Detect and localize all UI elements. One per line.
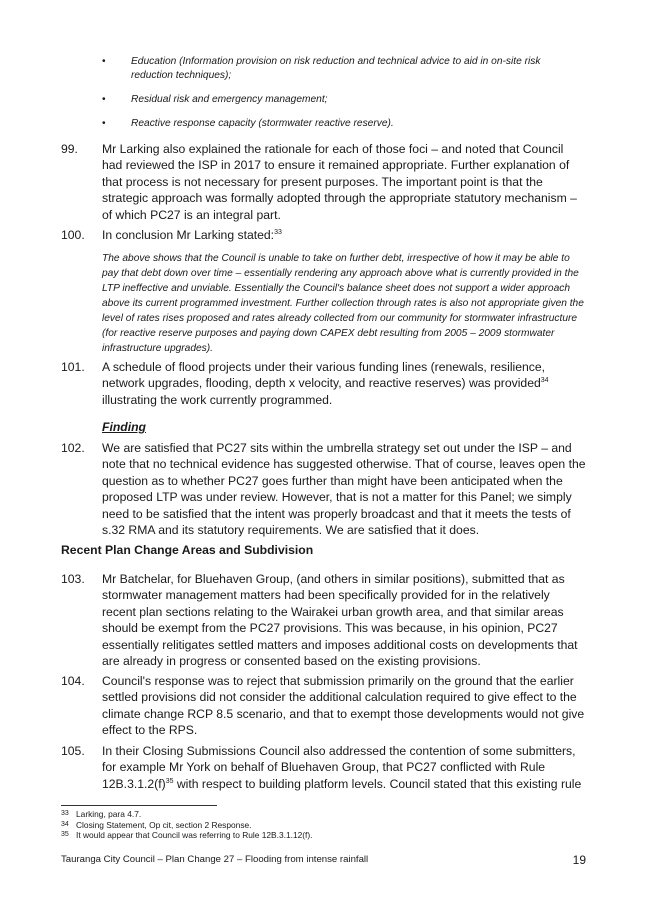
bullet-text: Residual risk and emergency management; xyxy=(131,94,328,105)
paragraph-text xyxy=(102,359,586,408)
block-quote: The above shows that the Council is unable to take on further debt, irrespective of how it may be able to pay that debt down over time – essentially rendering any approach above what is currently provided in the LTP ineffective and unviable. Essentially the Council's balance sheet does not support a wider approach above its current programmed investment. Further collection through rates is also not appropriate given the level of rates rises proposed and rates already collected from our community for stormwater infrastructure (for reactive reserve purposes and paying down CAPEX debt resulting from 2005 – 2009 stormwater infrastructure upgrades). xyxy=(102,253,584,354)
footnote-text: Larking, para 4.7. xyxy=(76,809,142,819)
paragraph-text: Mr Batchelar, for Bluehaven Group, (and others in similar positions), submitted that as stormwater management matters had been specifically provided for in the relatively recent plan sections relating to the Wairakei urban growth area, and that similar areas should be exempt from the PC27 provisions. This was because, in his opinion, PC27 essentially relitigates settled matters and imposes additional costs on developments that are already in progress or consented based on the existing provisions. xyxy=(102,572,578,669)
footnote-divider xyxy=(61,805,217,806)
paragraph-text: Mr Larking also explained the rationale for each of those foci – and noted that Council had reviewed the ISP in 2017 to ensure it remained appropriate. Further explanation of that process is not necessary for present purposes. The important point is that the strategic approach was formally adopted through the appropriate statutory mechanism – of which PC27 is an integral part. xyxy=(102,142,577,222)
paragraph-100 xyxy=(61,227,586,243)
paragraph-text xyxy=(102,743,586,792)
bullet-symbol: • xyxy=(102,118,106,129)
bullet-text: Reactive response capacity (stormwater reactive reserve). xyxy=(131,118,394,129)
paragraph-103 xyxy=(61,571,586,669)
footnote-text: It would appear that Council was referring to Rule 12B.3.1.12(f). xyxy=(76,830,313,840)
paragraph-101 xyxy=(61,359,586,408)
paragraph-text-after: illustrating the work currently programmed. xyxy=(102,392,333,407)
bullet-symbol: • xyxy=(102,56,106,67)
paragraph-text-after: with respect to building platform levels. Council stated that this existing rule xyxy=(173,776,582,791)
paragraph-102 xyxy=(61,440,586,538)
bullet-item-residual-risk xyxy=(102,93,582,107)
paragraph-104 xyxy=(61,673,586,739)
footnote-ref-33[interactable]: 33 xyxy=(274,228,282,236)
paragraph-number: 103. xyxy=(61,572,85,586)
bullet-text: Education (Information provision on risk reduction and technical advice to aid in on-site risk reduction techniques); xyxy=(131,56,541,81)
paragraph-text-body: In conclusion Mr Larking stated: xyxy=(102,228,275,242)
paragraph-number: 102. xyxy=(61,441,85,455)
paragraph-number: 101. xyxy=(61,360,85,374)
footnote-text: Closing Statement, Op cit, section 2 Response. xyxy=(76,819,252,830)
page-number: 19 xyxy=(572,853,586,867)
paragraph-99 xyxy=(61,141,586,223)
footnote-ref-35[interactable]: 35 xyxy=(165,777,174,785)
finding-heading: Finding xyxy=(102,420,146,434)
paragraph-105 xyxy=(61,743,586,792)
paragraph-text-before: A schedule of flood projects under their various funding lines (renewals, resilience, network upgrades, flooding, depth x velocity, and reactive reserves) was provided xyxy=(102,360,546,391)
paragraph-number: 104. xyxy=(61,674,85,688)
footnote-number: 35 xyxy=(61,831,69,838)
bullet-item-education xyxy=(102,55,582,83)
footnote-number: 33 xyxy=(61,810,69,817)
footnotes xyxy=(61,809,313,841)
bullet-item-reactive-response xyxy=(102,117,582,131)
footnote-34 xyxy=(61,820,313,831)
footer-title: Tauranga City Council – Plan Change 27 – Flooding from intense rainfall xyxy=(61,854,369,865)
footnote-ref-34[interactable]: 34 xyxy=(540,377,549,385)
paragraph-number: 99. xyxy=(61,142,78,156)
paragraph-number: 105. xyxy=(61,744,85,758)
footnote-33 xyxy=(61,809,313,820)
paragraph-text: We are satisfied that PC27 sits within the umbrella strategy set out under the ISP – and note that no technical evidence has suggested otherwise. That of course, leaves open the question as to whether PC27 goes further than might have been anticipated when the proposed LTP was under review. However, that is not a matter for this Panel; we simply need to be satisfied that the intent was properly broadcast and that it meets the tests of s.32 RMA and its statutory requirements. We are satisfied that it does. xyxy=(102,441,586,538)
footnote-35 xyxy=(61,830,313,841)
footnote-number: 34 xyxy=(61,820,69,828)
paragraph-text xyxy=(102,227,586,243)
paragraph-number: 100. xyxy=(61,228,85,242)
section-heading: Recent Plan Change Areas and Subdivision xyxy=(61,543,314,557)
bullet-symbol: • xyxy=(102,94,106,105)
paragraph-text-before: In their Closing Submissions Council also addressed the contention of some submitters, for example Mr York on behalf of Bluehaven Group, that PC27 conflicted with Rule 12B.3.1.2(f) xyxy=(102,744,576,791)
paragraph-text: Council's response was to reject that submission primarily on the ground that the earlier settled provisions did not consider the additional calculation required to give effect to the climate change RCP 8.5 scenario, and that to exempt those developments would not give effect to the RPS. xyxy=(102,674,585,738)
